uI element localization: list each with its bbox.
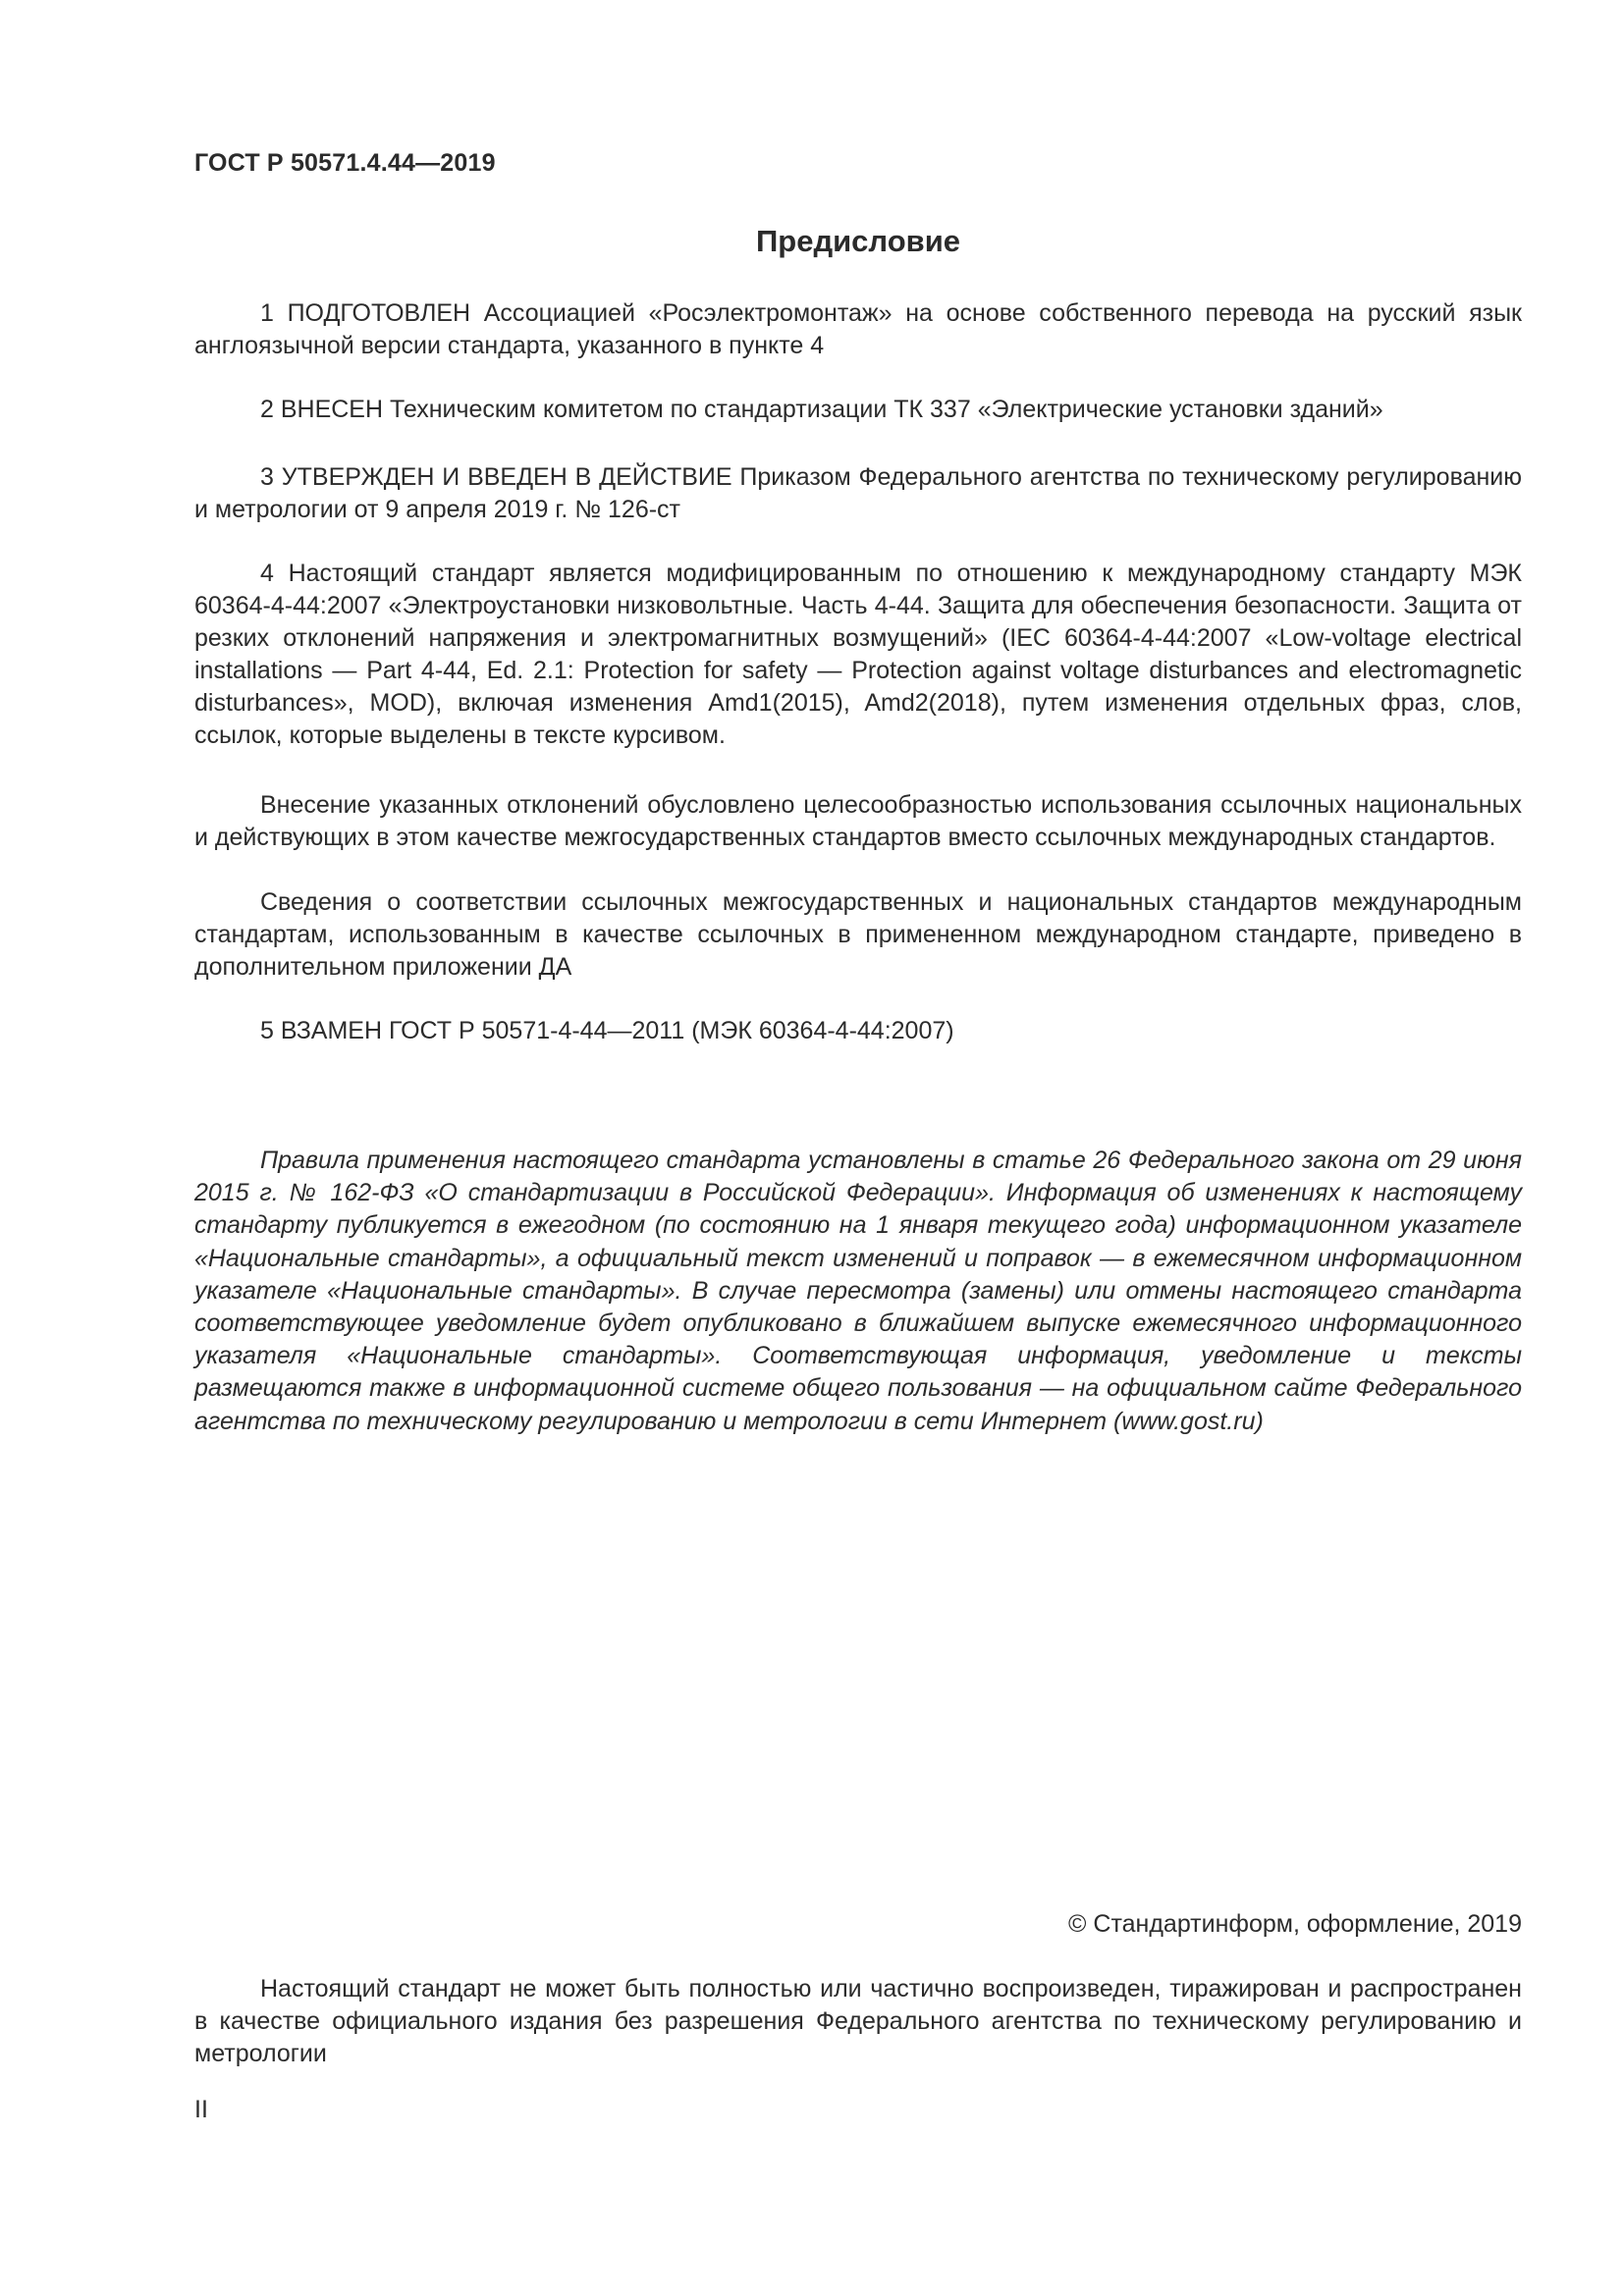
preface-item-4: 4 Настоящий стандарт является модифицированным по отношению к международному стандарту МЭК 60364-4-44:2007 «Электроустановки низковольтные. Часть 4-44. Защита для обеспечения безопасности. Защита от резких отклонений напряжения и электромагнитных возмущений» (IEC 60364-4-44:2007 «Low-voltage electrical installations — Part 4-44, Ed. 2.1: Protection for safety — Protection against voltage disturbances and electromagnetic disturbances», MOD), включая изменения Amd1(2015), Amd2(2018), путем изменения отдельных фраз, слов, ссылок, которые выделены в тексте курсивом. [194,560,1522,749]
reproduction-notice: Настоящий стандарт не может быть полностью или частично воспроизведен, тиражирован и распространен в качестве официального издания без разрешения Федерального агентства по техническому регулированию и метрологии [194,1975,1522,2067]
preface-item-4-deviations: Внесение указанных отклонений обусловлено целесообразностью использования ссылочных национальных и действующих в этом качестве межгосударственных стандартов вместо ссылочных международных стандартов. [194,791,1522,851]
preface-item-3: 3 УТВЕРЖДЕН И ВВЕДЕН В ДЕЙСТВИЕ Приказом Федерального агентства по техническому регулированию и метрологии от 9 апреля 2019 г. № 126-ст [194,463,1522,523]
preface-title: Предисловие [755,224,960,258]
preface-item-2: 2 ВНЕСЕН Техническим комитетом по стандартизации ТК 337 «Электрические установки зданий» [260,396,1383,423]
copyright-line: © Стандартинформ, оформление, 2019 [1068,1910,1522,1938]
preface-item-4-references: Сведения о соответствии ссылочных межгосударственных и национальных стандартов международным стандартам, использованным в качестве ссылочных в примененном международном стандарте, приведено в дополнительном приложении ДА [194,888,1522,981]
standard-code: ГОСТ Р 50571.4.44—2019 [194,149,496,177]
preface-item-1: 1 ПОДГОТОВЛЕН Ассоциацией «Росэлектромонтаж» на основе собственного перевода на русский язык англоязычной версии стандарта, указанного в пункте 4 [194,299,1522,359]
application-rules-notice: Правила применения настоящего стандарта установлены в статье 26 Федерального закона от 29 июня 2015 г. № 162-ФЗ «О стандартизации в Российской Федерации». Информация об изменениях к настоящему стандарту публикуется в ежегодном (по состоянию на 1 января текущего года) информационном указателе «Национальные стандарты», а официальный текст изменений и поправок — в ежемесячном информационном указателе «Национальные стандарты». В случае пересмотра (замены) или отмены настоящего стандарта соответствующее уведомление будет опубликовано в ближайшем выпуске ежемесячного информационного указателя «Национальные стандарты». Соответствующая информация, уведомление и тексты размещаются также в информационной системе общего пользования — на официальном сайте Федерального агентства по техническому регулированию и метрологии в сети Интернет (www.gost.ru) [194,1147,1522,1435]
page-number: II [194,2096,208,2123]
preface-item-5: 5 ВЗАМЕН ГОСТ Р 50571-4-44—2011 (МЭК 60364-4-44:2007) [260,1017,954,1044]
